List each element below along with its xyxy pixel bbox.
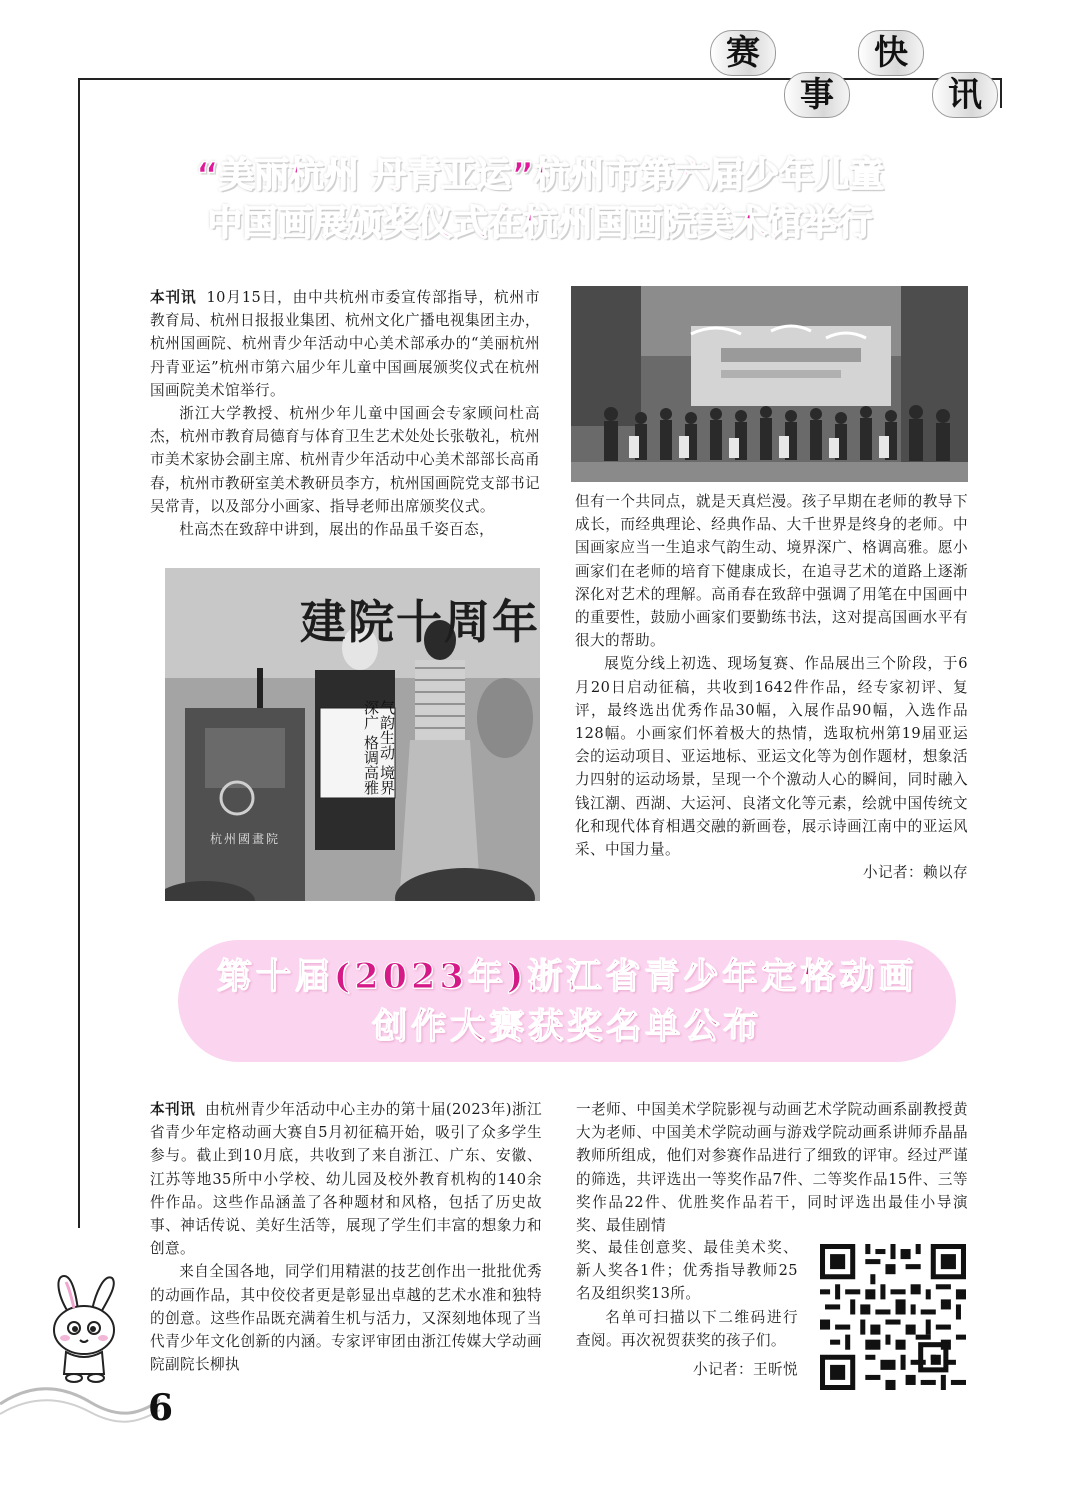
paragraph: 杜高杰在致辞中讲到，展出的作品虽千姿百态， <box>179 521 495 539</box>
article2-right-narrow-column <box>576 1236 798 1381</box>
rabbit-mascot-icon <box>38 1272 128 1384</box>
reporter-credit: 小记者：赖以存 <box>863 864 968 882</box>
article2-right-column <box>576 1098 968 1237</box>
reporter-credit: 小记者：王昕悦 <box>693 1361 798 1379</box>
section-header <box>710 30 1010 115</box>
scroll-line: 格调高雅 <box>362 734 380 795</box>
article2-title-line: 第十届(2023年)浙江省青少年定格动画 <box>216 956 918 997</box>
header-char: 赛 <box>710 30 776 76</box>
scroll-line: 境界深广 <box>362 700 396 795</box>
article2-title <box>178 952 956 1052</box>
article1-right-column <box>575 490 968 884</box>
paragraph: 来自全国各地，同学们用精湛的技艺创作出一批批优秀的动画作品，其中佼佼者更是彰显出卓越的艺术水准和独特的创意。这些作品既充满着生机与活力，又深刻地体现了当代青少年文化创新的内涵。专家评审团由浙江传媒大学动画院副院长柳执 <box>150 1263 542 1374</box>
ceremony-photo <box>165 568 540 901</box>
article1-title-line: 中国画展颁奖仪式在杭州国画院美术馆举行 <box>207 204 873 244</box>
article1-title <box>100 152 980 248</box>
page-number: 6 <box>148 1387 174 1429</box>
article2-left-column <box>150 1098 542 1376</box>
paragraph: 名单可扫描以下二维码进行查阅。再次祝贺获奖的孩子们。 <box>576 1308 798 1349</box>
header-char: 事 <box>784 72 850 118</box>
photo-wall-text: 建院十周年 <box>300 595 540 649</box>
paragraph: 一老师、中国美术学院影视与动画艺术学院动画系副教授黄大为老师、中国美术学院动画与游戏学院动画系讲师乔晶晶教师所组成，他们对参赛作品进行了细致的评审。经过严谨的筛选，共评选出一等奖作品7件、二等奖作品15件、三等奖作品22件、优胜奖作品若干，同时评选出最佳小导演奖、最佳剧情 <box>576 1101 968 1235</box>
paragraph <box>150 286 540 402</box>
paragraph: 但有一个共同点，就是天真烂漫。孩子早期在老师的教导下成长，而经典理论、经典作品、大千世界是终身的老师。中国画家应当一生追求气韵生动、境界深广、格调高雅。愿小画家们在老师的培育下健康成长，在追寻艺术的道路上逐渐深化对艺术的理解。高甬春在致辞中强调了用笔在中国画中的重要性，鼓励小画家们要勤练书法，这对提高国画水平有很大的帮助。 <box>575 493 968 650</box>
paragraph-text: 10月15日，由中共杭州市委宣传部指导，杭州市教育局、杭州日报报业集团、杭州文化广播电视集团主办，杭州国画院、杭州青少年活动中心美术部承办的“美丽杭州 丹青亚运”杭州市第六届少年儿童中国画展颁奖仪式在杭州国画院美术馆举行。 <box>150 289 540 399</box>
qr-code-icon[interactable] <box>820 1244 966 1390</box>
paragraph: 浙江大学教授、杭州少年儿童中国画会专家顾问杜高杰，杭州市教育局德育与体育卫生艺术处处长张敬礼，杭州市美术家协会副主席、杭州青少年活动中心美术部部长高甬春，杭州市教研室美术教研员李方，杭州国画院党支部书记吴常青，以及部分小画家、指导老师出席颁奖仪式。 <box>150 405 540 515</box>
article1-left-column <box>150 286 540 541</box>
paragraph <box>150 1098 542 1260</box>
article1-title-line: “美丽杭州 丹青亚运”杭州市第六届少年儿童 <box>195 156 885 196</box>
source-label: 本刊讯 <box>150 1101 196 1118</box>
paragraph-text: 由杭州青少年活动中心主办的第十届(2023年)浙江省青少年定格动画大赛自5月初征稿开始，吸引了众多学生参与。截止到10月底，共收到了来自浙江、广东、安徽、江苏等地35所中小学校、幼儿园及校外教育机构的140余件作品。这些作品涵盖了各种题材和风格，包括了历史故事、神话传说、美好生活等，展现了学生们丰富的想象力和创意。 <box>150 1101 542 1258</box>
wave-decoration-icon <box>0 1374 160 1434</box>
group-photo <box>571 286 968 482</box>
frame-left-rule <box>78 78 80 1228</box>
paragraph: 奖、最佳创意奖、最佳美术奖、新人奖各1件；优秀指导教师25名及组织奖13所。 <box>576 1239 798 1303</box>
paragraph: 展览分线上初选、现场复赛、作品展出三个阶段，于6月20日启动征稿，共收到1642件作品，经专家初评、复评，最终选出优秀作品30幅，入展作品90幅，入选作品128幅。小画家们怀着极大的热情，选取杭州第19届亚运会的运动项目、亚运地标、亚运文化等为创作题材，想象活力四射的运动场景，呈现一个个激动人心的瞬间，同时融入钱江潮、西湖、大运河、良渚文化等元素，绘就中国传统文化和现代体育相遇交融的新画卷，展示诗画江南中的亚运风采、中国力量。 <box>575 655 968 859</box>
source-label: 本刊讯 <box>150 289 197 306</box>
header-char: 快 <box>858 30 924 76</box>
calligraphy-scroll <box>325 700 395 796</box>
podium-label: 杭州國畫院 <box>209 832 280 846</box>
scroll-line: 气韵生动 <box>378 700 396 760</box>
article2-title-line: 创作大赛获奖名单公布 <box>371 1006 762 1047</box>
header-char: 讯 <box>932 72 998 118</box>
